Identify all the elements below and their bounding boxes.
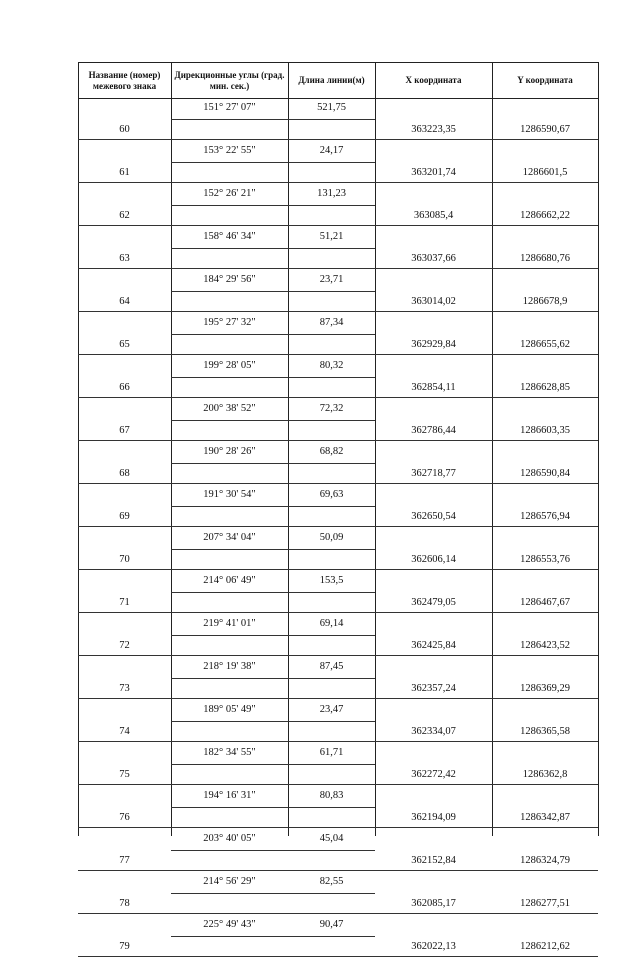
direction-angle: 182° 34' 55" [171, 742, 288, 764]
table-row-point [78, 635, 598, 657]
x-coordinate: 362854,11 [375, 377, 492, 399]
table-row-point [78, 850, 598, 872]
direction-angle: 200° 38' 52" [171, 398, 288, 420]
x-coordinate: 362272,42 [375, 764, 492, 786]
y-coordinate: 1286342,87 [492, 807, 598, 829]
table-row-segment [78, 183, 598, 205]
table-row-point [78, 549, 598, 571]
table-row-point [78, 893, 598, 915]
table-row-point [78, 420, 598, 442]
direction-angle: 207° 34' 04" [171, 527, 288, 549]
header-name: Название (номер) межевого знака [78, 63, 171, 98]
table-row-point [78, 377, 598, 399]
y-coordinate: 1286662,22 [492, 205, 598, 227]
table-border-right [598, 62, 599, 836]
table-row-point [78, 592, 598, 614]
y-coordinate: 1286680,76 [492, 248, 598, 270]
direction-angle: 184° 29' 56" [171, 269, 288, 291]
x-coordinate: 362929,84 [375, 334, 492, 356]
direction-angle: 190° 28' 26" [171, 441, 288, 463]
table-row-segment [78, 527, 598, 549]
table-row-segment [78, 742, 598, 764]
table-row-segment [78, 828, 598, 850]
point-name: 73 [78, 678, 171, 700]
point-name: 65 [78, 334, 171, 356]
x-coordinate: 362022,13 [375, 936, 492, 957]
x-coordinate: 362786,44 [375, 420, 492, 442]
table-row-point [78, 119, 598, 141]
line-length: 87,45 [288, 656, 375, 678]
x-coordinate: 362425,84 [375, 635, 492, 657]
table-row-point [78, 506, 598, 528]
y-coordinate: 1286324,79 [492, 850, 598, 872]
point-name: 79 [78, 936, 171, 957]
y-coordinate: 1286590,84 [492, 463, 598, 485]
y-coordinate: 1286423,52 [492, 635, 598, 657]
y-coordinate: 1286655,62 [492, 334, 598, 356]
point-name: 70 [78, 549, 171, 571]
point-name: 76 [78, 807, 171, 829]
table-row-point [78, 463, 598, 485]
direction-angle: 152° 26' 21" [171, 183, 288, 205]
table-row-segment [78, 871, 598, 893]
x-coordinate: 362357,24 [375, 678, 492, 700]
y-coordinate: 1286603,35 [492, 420, 598, 442]
table-row-segment [78, 570, 598, 592]
direction-angle: 153° 22' 55" [171, 140, 288, 162]
x-coordinate: 362334,07 [375, 721, 492, 743]
direction-angle: 203° 40' 05" [171, 828, 288, 850]
table-row-segment [78, 484, 598, 506]
table-row-point [78, 248, 598, 270]
x-coordinate: 363037,66 [375, 248, 492, 270]
y-coordinate: 1286553,76 [492, 549, 598, 571]
line-length: 23,47 [288, 699, 375, 721]
x-coordinate: 362650,54 [375, 506, 492, 528]
x-coordinate: 363014,02 [375, 291, 492, 313]
line-length: 521,75 [288, 97, 375, 119]
direction-angle: 195° 27' 32" [171, 312, 288, 334]
line-length: 82,55 [288, 871, 375, 893]
direction-angle: 189° 05' 49" [171, 699, 288, 721]
x-coordinate: 362085,17 [375, 893, 492, 915]
line-length: 80,83 [288, 785, 375, 807]
line-length: 61,71 [288, 742, 375, 764]
point-name: 64 [78, 291, 171, 313]
y-coordinate: 1286678,9 [492, 291, 598, 313]
header-y: Y координата [492, 63, 598, 98]
table-row-segment [78, 269, 598, 291]
line-length: 87,34 [288, 312, 375, 334]
point-name: 77 [78, 850, 171, 872]
table-row-point [78, 678, 598, 700]
table-row-segment [78, 441, 598, 463]
table-row-point [78, 807, 598, 829]
point-name: 61 [78, 162, 171, 184]
line-length: 50,09 [288, 527, 375, 549]
y-coordinate: 1286212,62 [492, 936, 598, 957]
line-length: 80,32 [288, 355, 375, 377]
x-coordinate: 362606,14 [375, 549, 492, 571]
y-coordinate: 1286467,67 [492, 592, 598, 614]
line-length: 68,82 [288, 441, 375, 463]
direction-angle: 214° 56' 29" [171, 871, 288, 893]
y-coordinate: 1286365,58 [492, 721, 598, 743]
line-length: 69,14 [288, 613, 375, 635]
y-coordinate: 1286362,8 [492, 764, 598, 786]
table-row-segment [78, 398, 598, 420]
table-row-point [78, 162, 598, 184]
point-name: 67 [78, 420, 171, 442]
table-row-segment [78, 656, 598, 678]
y-coordinate: 1286590,67 [492, 119, 598, 141]
line-length: 45,04 [288, 828, 375, 850]
table-row-segment [78, 699, 598, 721]
point-name: 72 [78, 635, 171, 657]
header-angle: Дирекционные углы (град. мин. сек.) [171, 63, 288, 98]
x-coordinate: 363085,4 [375, 205, 492, 227]
table-row-segment [78, 355, 598, 377]
line-length: 69,63 [288, 484, 375, 506]
line-length: 153,5 [288, 570, 375, 592]
line-length: 131,23 [288, 183, 375, 205]
point-name: 71 [78, 592, 171, 614]
direction-angle: 151° 27' 07" [171, 97, 288, 119]
x-coordinate: 363223,35 [375, 119, 492, 141]
line-length: 72,32 [288, 398, 375, 420]
table-row-segment [78, 613, 598, 635]
line-length: 23,71 [288, 269, 375, 291]
table-row-segment [78, 140, 598, 162]
table-row-segment [78, 785, 598, 807]
header-length: Длина линии(м) [288, 63, 375, 98]
direction-angle: 194° 16' 31" [171, 785, 288, 807]
direction-angle: 158° 46' 34" [171, 226, 288, 248]
point-name: 78 [78, 893, 171, 915]
direction-angle: 225° 49' 43" [171, 914, 288, 936]
direction-angle: 219° 41' 01" [171, 613, 288, 635]
point-name: 63 [78, 248, 171, 270]
point-name: 60 [78, 119, 171, 141]
line-length: 24,17 [288, 140, 375, 162]
y-coordinate: 1286576,94 [492, 506, 598, 528]
direction-angle: 214° 06' 49" [171, 570, 288, 592]
header-x: X координата [375, 63, 492, 98]
y-coordinate: 1286601,5 [492, 162, 598, 184]
table-row-point [78, 334, 598, 356]
direction-angle: 218° 19' 38" [171, 656, 288, 678]
point-name: 68 [78, 463, 171, 485]
y-coordinate: 1286277,51 [492, 893, 598, 915]
y-coordinate: 1286369,29 [492, 678, 598, 700]
point-name: 74 [78, 721, 171, 743]
table-header [78, 62, 598, 99]
x-coordinate: 362194,09 [375, 807, 492, 829]
table-row-segment [78, 914, 598, 936]
x-coordinate: 362152,84 [375, 850, 492, 872]
x-coordinate: 362718,77 [375, 463, 492, 485]
point-name: 75 [78, 764, 171, 786]
table-row-point [78, 936, 598, 957]
table-row-point [78, 764, 598, 786]
table-row-point [78, 205, 598, 227]
x-coordinate: 363201,74 [375, 162, 492, 184]
direction-angle: 199° 28' 05" [171, 355, 288, 377]
y-coordinate: 1286628,85 [492, 377, 598, 399]
x-coordinate: 362479,05 [375, 592, 492, 614]
point-name: 62 [78, 205, 171, 227]
table-row-segment [78, 312, 598, 334]
line-length: 51,21 [288, 226, 375, 248]
table-row-segment [78, 226, 598, 248]
table-body [78, 97, 598, 957]
direction-angle: 191° 30' 54" [171, 484, 288, 506]
point-name: 66 [78, 377, 171, 399]
point-name: 69 [78, 506, 171, 528]
table-row-segment [78, 97, 598, 119]
table-row-point [78, 291, 598, 313]
line-length: 90,47 [288, 914, 375, 936]
table-row-point [78, 721, 598, 743]
